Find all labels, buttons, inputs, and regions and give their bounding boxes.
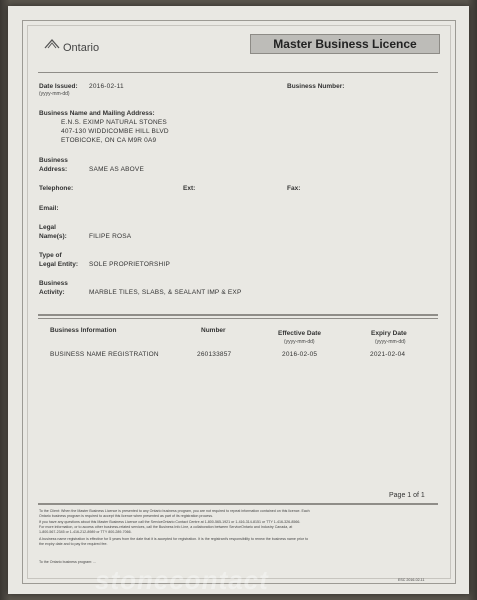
ext-label: Ext: <box>183 185 196 192</box>
names-label: Name(s): <box>39 233 67 240</box>
table-row-name: BUSINESS NAME REGISTRATION <box>50 351 159 358</box>
expiry-date-format: (yyyy-mm-dd) <box>375 339 406 345</box>
business-label: Business <box>39 157 68 164</box>
address-label: Address: <box>39 166 68 173</box>
footer-line-7: the expiry date and to pay the required fee. <box>39 542 108 546</box>
document-title: Master Business Licence <box>273 37 417 51</box>
table-row-number: 260133857 <box>197 351 232 358</box>
email-label: Email: <box>39 205 59 212</box>
address-line-1: E.N.S. EXIMP NATURAL STONES <box>61 119 167 126</box>
table-row-effective: 2016-02-05 <box>282 351 318 358</box>
footer-line-3: If you have any questions about this Master Business Licence call the ServiceOntario Contact Centre at 1-800-565-1921 or 1-416-314-8151 or TTY 1-416-326-8566. <box>39 520 301 524</box>
date-issued-value: 2016-02-11 <box>89 83 124 90</box>
address-line-2: 407-130 WIDDICOMBE HILL BLVD <box>61 128 169 135</box>
legal-entity-value: SOLE PROPRIETORSHIP <box>89 261 170 268</box>
ontario-trillium-icon <box>43 38 61 50</box>
footer-line-4: For more information, or to access other business-related services, call the Business Info Line, a collaboration between ServiceOntario and Industry Canada, at <box>39 525 293 529</box>
footer-line-1: To the Client: When the Master Business Licence is presented to any Ontario business program, you are not required to repeat information contained on this licence. Each <box>39 509 310 513</box>
business-activity-value: MARBLE TILES, SLABS, & SEALANT IMP & EXP <box>89 289 242 296</box>
header-rule <box>38 72 438 73</box>
page-number: Page 1 of 1 <box>389 492 425 499</box>
effective-date-format: (yyyy-mm-dd) <box>284 339 315 345</box>
title-bar <box>250 34 440 54</box>
fax-label: Fax: <box>287 185 301 192</box>
name-address-label: Business Name and Mailing Address: <box>39 110 155 117</box>
footer-line-5: 1-800-567-2345 or 1-416-212-8989 or TTY 800-289-7066. <box>39 530 132 534</box>
form-code: ESC 2016-02-11 <box>398 578 425 582</box>
inner-frame <box>27 25 451 579</box>
table-row-expiry: 2021-02-04 <box>370 351 406 358</box>
business-address-value: SAME AS ABOVE <box>89 166 144 173</box>
date-issued-label: Date Issued: <box>39 83 78 90</box>
expiry-date-header: Expiry Date <box>371 330 407 337</box>
watermark-text: stonecontact <box>95 565 269 595</box>
activity-label: Activity: <box>39 289 65 296</box>
legal-names-value: FILIPE ROSA <box>89 233 132 240</box>
legal-label: Legal <box>39 224 56 231</box>
date-format-hint: (yyyy-mm-dd) <box>39 91 70 97</box>
telephone-label: Telephone: <box>39 185 74 192</box>
business-number-label: Business Number: <box>287 83 345 90</box>
footer-line-8: To the Ontario business program: ... <box>39 560 97 564</box>
footer-line-2: Ontario business program is required to accept this licence when presented as part of its registration process. <box>39 514 213 518</box>
business2-label: Business <box>39 280 68 287</box>
effective-date-header: Effective Date <box>278 330 321 337</box>
footer-rule <box>38 503 438 505</box>
section-rule-top-thin <box>38 318 438 319</box>
footer-line-6: A business name registration is effective for 5 years from the date that it is accepted for registration. It is the registrant's responsibility to renew the business name prior to <box>39 537 309 541</box>
type-of-label: Type of <box>39 252 62 259</box>
ontario-logo-text: Ontario <box>63 42 100 54</box>
number-header: Number <box>201 327 226 334</box>
legal-entity-label: Legal Entity: <box>39 261 79 268</box>
address-line-3: ETOBICOKE, ON CA M9R 0A9 <box>61 137 157 144</box>
section-rule-top <box>38 314 438 316</box>
business-info-header: Business Information <box>50 327 117 334</box>
